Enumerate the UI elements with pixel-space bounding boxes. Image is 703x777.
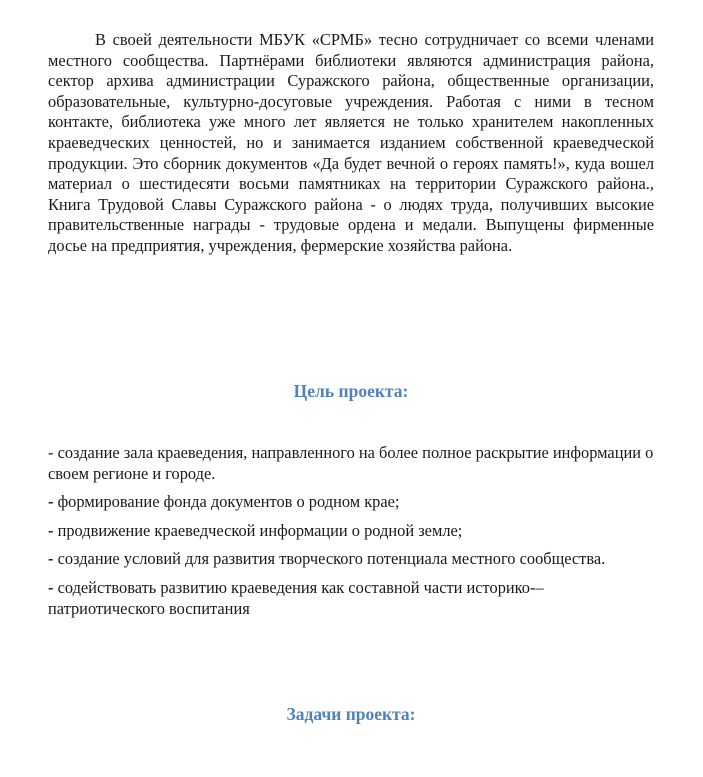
- goal-item: [48, 578, 654, 619]
- goal-text: продвижение краеведческой информации о родной земле;: [53, 520, 463, 540]
- goal-text: создание условий для развития творческого потенциала местного сообщества.: [53, 549, 606, 569]
- tasks-heading: Задачи проекта:: [286, 704, 416, 724]
- goal-dash: -: [48, 520, 54, 540]
- goal-list: [48, 443, 654, 627]
- intro-paragraph: В своей деятельности МБУК «СРМБ» тесно сотрудничает со всеми членами местного сообщества. Партнёрами библиотеки являются администрация района, сектор архива администрации Суражского района, общественные организации, образовательные, культурно-досуговые учреждения. Работая с ними в тесном контакте, библиотека уже много лет является не только хранителем накопленных краеведческих ценностей, но и занимается изданием собственной краеведческой продукции. Это сборник документов «Да будет вечной о героях память!», куда вошел материал о шестидесяти восьми памятниках на территории Суражского района., Книга Трудовой Славы Суражского района - о людях труда, получивших высокие правительственные награды - трудовые ордена и медали. Выпущены фирменные досье на предприятия, учреждения, фермерские хозяйства района.: [48, 30, 654, 255]
- goal-item: [48, 521, 654, 542]
- goal-text: создание зала краеведения, направленного на более полное раскрытие информации о своем регионе и городе.: [48, 443, 654, 483]
- goal-heading: Цель проекта:: [293, 381, 409, 401]
- goal-text: содействовать развитию краеведения как составной части историко-– патриотического воспитания: [48, 577, 544, 618]
- goal-dash: -: [48, 549, 54, 569]
- goal-item: [48, 492, 654, 513]
- goal-dash: -: [48, 492, 54, 512]
- goal-text: формирование фонда документов о родном крае;: [53, 492, 400, 512]
- goal-dash: -: [48, 577, 54, 597]
- goal-item: [48, 549, 654, 570]
- goal-dash: -: [48, 443, 54, 462]
- goal-item: [48, 443, 654, 484]
